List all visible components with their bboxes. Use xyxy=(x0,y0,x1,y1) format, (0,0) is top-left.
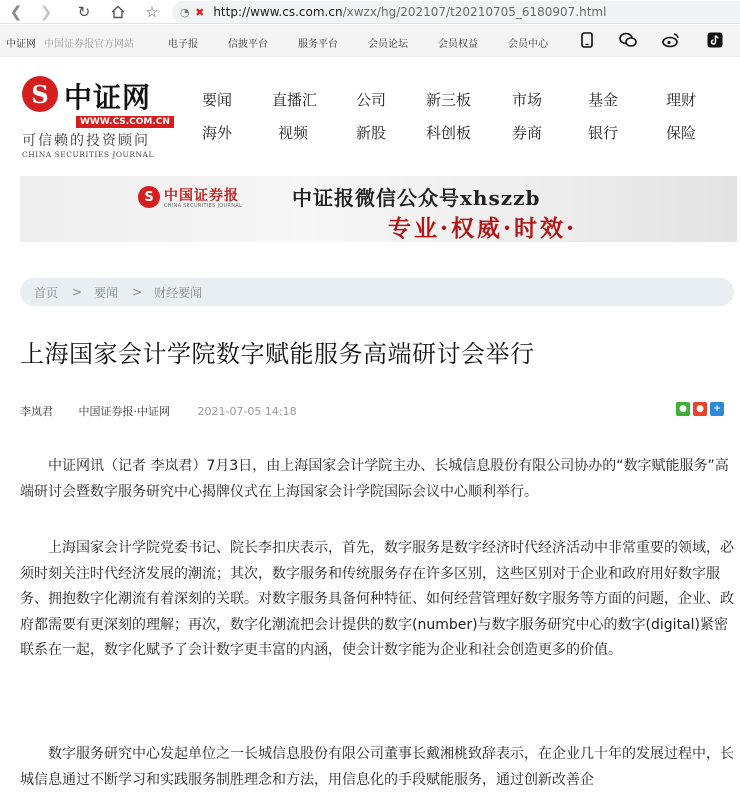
nav-item-ipo[interactable]: 新股 xyxy=(356,124,387,142)
article-paragraph: 上海国家会计学院党委书记、院长李扣庆表示，首先，数字服务是数字经济时代经济活动中非常重要的领域，必须时刻关注时代经济发展的潮流；其次，数字服务和传统服务存在许多区别，这些区别对于企业和政府用好数字服务、拥抱数字化潮流有着深刻的关联。对数字服务具备何种特征、如何经营管理好数字服务等方面的问题，企业、政府都需要有更深刻的理解；再次，数字化潮流把会计提供的数字(number)与数字服务研究中心的数字(digital)紧密联系在一起，数字化赋予了会计数字更丰富的内涵，使会计数字能为企业和社会创造更多的价值。 xyxy=(20,540,734,658)
nav-item-neeq[interactable]: 新三板 xyxy=(426,91,472,109)
article-paragraph: 中证网讯（记者 李岚君）7月3日，由上海国家会计学院主办、长城信息股份有限公司协办的“数字赋能服务”高端研讨会暨数字服务研究中心揭牌仪式在上海国家会计学院国际会议中心顺利举行。 xyxy=(20,458,729,500)
breadcrumb-headlines[interactable]: 要闻 xyxy=(94,285,119,300)
logo-mark-icon: S xyxy=(22,76,58,112)
banner-brand: 中国证券报 xyxy=(164,188,239,204)
banner-title: 中证报微信公众号xhszzb xyxy=(292,186,541,210)
address-bar[interactable] xyxy=(172,1,740,23)
douyin-icon[interactable] xyxy=(706,31,724,49)
back-arrow-icon[interactable]: ❮ xyxy=(9,2,23,21)
logo-slogan: 可信赖的投资顾问 xyxy=(22,133,150,149)
nav-item-banks[interactable]: 银行 xyxy=(588,124,619,142)
share-buttons xyxy=(676,402,724,416)
topbar-link-forum[interactable]: 会员论坛 xyxy=(368,39,408,50)
logo-name: 中证网 xyxy=(64,81,152,114)
nav-item-live[interactable]: 直播汇 xyxy=(272,91,318,109)
mobile-icon[interactable] xyxy=(578,31,596,49)
reload-icon[interactable]: ↻ xyxy=(77,2,91,21)
home-icon[interactable] xyxy=(106,0,130,24)
top-service-bar xyxy=(0,25,740,57)
logo-url: WWW.CS.COM.CN xyxy=(76,116,174,128)
breadcrumb-finance-news[interactable]: 财经要闻 xyxy=(154,285,203,300)
article-meta xyxy=(20,403,297,419)
article-author: 李岚君 xyxy=(20,405,53,418)
url-text[interactable]: http://www.cs.com.cn/xwzx/hg/202107/t20210705_6180907.html xyxy=(213,5,607,19)
browser-toolbar xyxy=(0,0,740,24)
topbar-link-benefits[interactable]: 会员权益 xyxy=(438,39,478,50)
breadcrumb-separator-icon: > xyxy=(72,285,83,299)
nav-item-market[interactable]: 市场 xyxy=(512,91,543,109)
article-paragraph: 数字服务研究中心发起单位之一长城信息股份有限公司董事长戴湘桃致辞表示，在企业几十年的发展过程中，长城信息通过不断学习和实践服务制胜理念和方法，用信息化的手段赋能服务，通过创新改善企 xyxy=(20,746,734,788)
site-label[interactable]: 中证网 xyxy=(6,39,36,50)
forward-arrow-icon[interactable]: ❯ xyxy=(39,2,53,21)
wechat-banner[interactable] xyxy=(20,176,737,242)
banner-slogan: 专业·权威·时效· xyxy=(388,215,578,242)
wechat-share-icon[interactable]: ● xyxy=(676,402,690,416)
article-source: 中国证券报·中证网 xyxy=(78,405,170,418)
banner-logo-icon: S xyxy=(138,186,160,208)
breadcrumb xyxy=(20,278,734,306)
nav-item-headlines[interactable]: 要闻 xyxy=(202,91,233,109)
bookmark-star-icon[interactable]: ☆ xyxy=(145,2,159,21)
nav-item-star-market[interactable]: 科创板 xyxy=(426,124,472,142)
security-warning-icon[interactable]: ◔ ✖ xyxy=(180,5,206,19)
more-share-icon[interactable]: + xyxy=(710,402,724,416)
nav-item-video[interactable]: 视频 xyxy=(278,124,309,142)
nav-item-insurance[interactable]: 保险 xyxy=(666,124,697,142)
site-logo[interactable] xyxy=(18,72,170,162)
topbar-link-member-center[interactable]: 会员中心 xyxy=(508,39,548,50)
topbar-link-epaper[interactable]: 电子报 xyxy=(168,39,198,50)
topbar-link-service[interactable]: 服务平台 xyxy=(298,39,338,50)
official-site-label: 中国证券报官方网站 xyxy=(44,39,134,50)
logo-english: CHINA SECURITIES JOURNAL xyxy=(22,150,154,159)
article-title: 上海国家会计学院数字赋能服务高端研讨会举行 xyxy=(20,340,535,368)
nav-item-overseas[interactable]: 海外 xyxy=(202,124,233,142)
nav-item-wealth[interactable]: 理财 xyxy=(666,91,697,109)
weibo-icon[interactable] xyxy=(662,31,680,49)
weibo-share-icon[interactable]: ● xyxy=(693,402,707,416)
wechat-icon[interactable] xyxy=(619,31,637,49)
banner-brand-english: CHINA SECURITIES JOURNAL xyxy=(164,203,243,209)
breadcrumb-home[interactable]: 首页 xyxy=(34,285,59,300)
nav-item-companies[interactable]: 公司 xyxy=(356,91,387,109)
nav-item-funds[interactable]: 基金 xyxy=(588,91,619,109)
topbar-link-disclosure[interactable]: 信披平台 xyxy=(228,39,268,50)
article-date: 2021-07-05 14:18 xyxy=(197,405,297,418)
site-header xyxy=(0,58,740,176)
nav-item-brokers[interactable]: 券商 xyxy=(512,124,543,142)
breadcrumb-separator-icon: > xyxy=(132,285,143,299)
